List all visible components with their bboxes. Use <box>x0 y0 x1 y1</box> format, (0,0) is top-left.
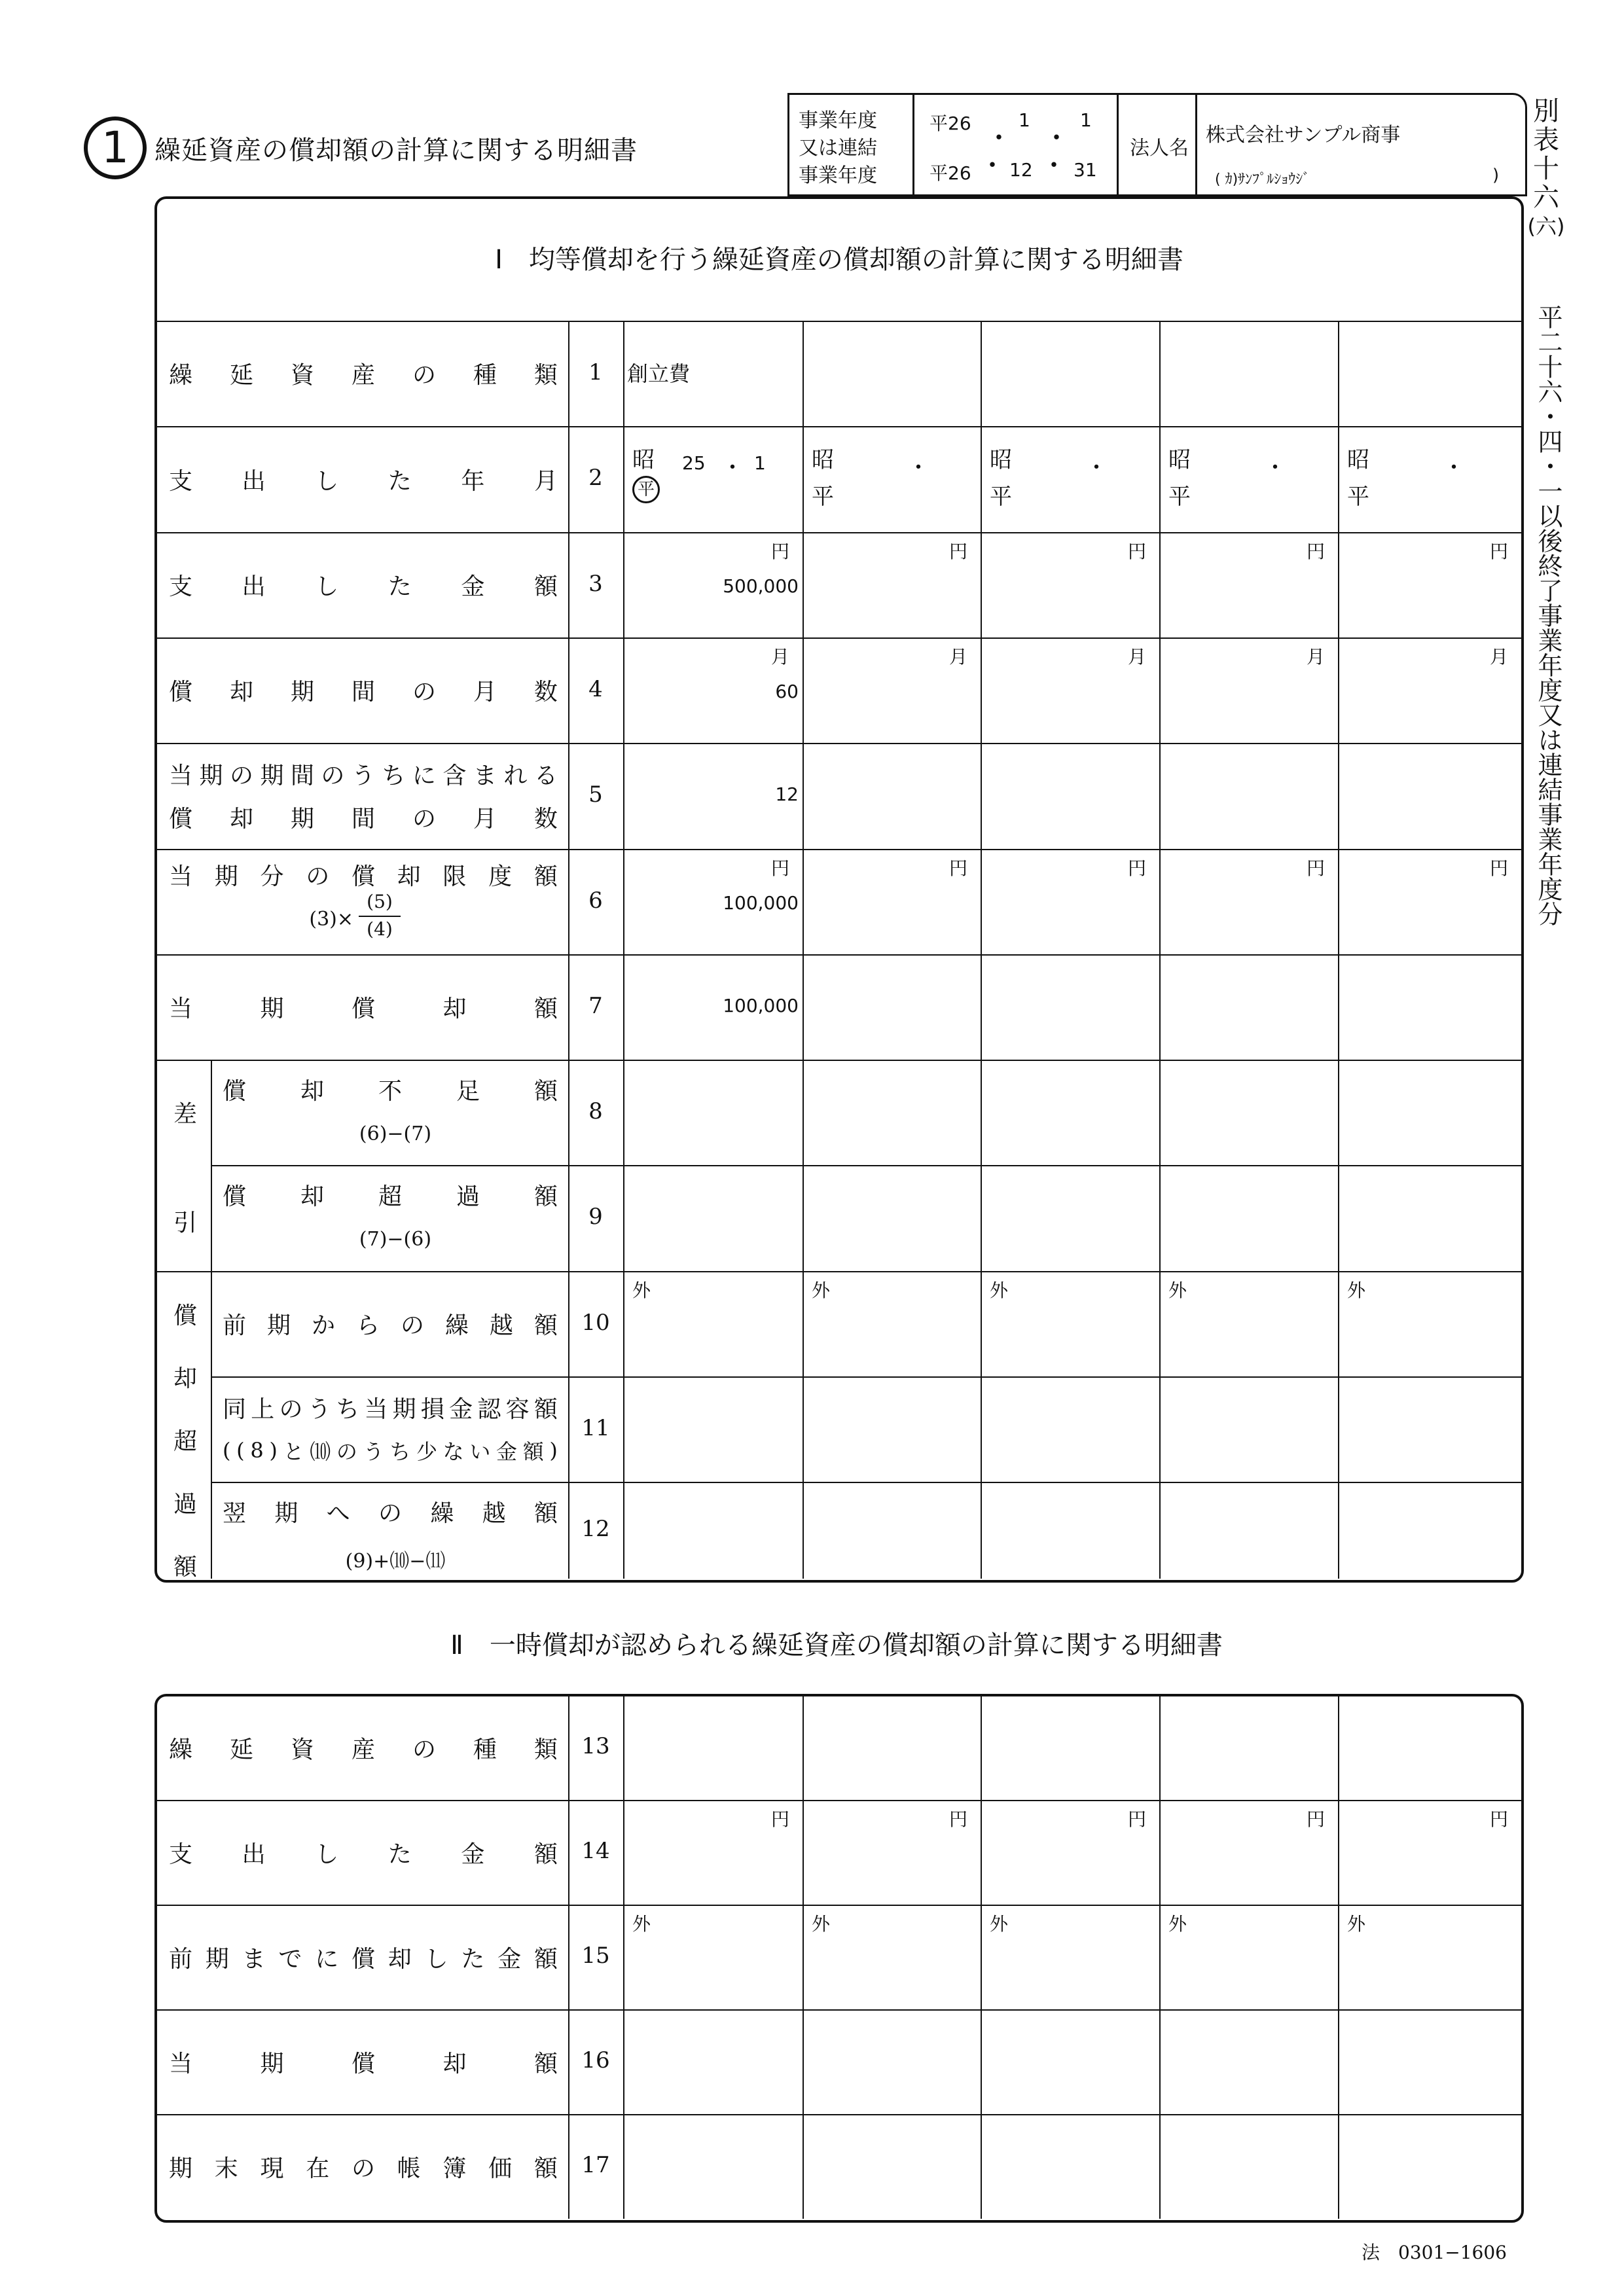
fiscal-start-era[interactable]: 平26 <box>929 113 971 134</box>
grid-line <box>568 321 569 1579</box>
input-cell[interactable] <box>982 2011 1158 2113</box>
input-cell[interactable] <box>1339 1378 1520 1480</box>
amortization-months[interactable]: 60 <box>775 681 799 702</box>
unit-label: 月 <box>771 646 790 668</box>
input-cell[interactable] <box>1339 322 1520 425</box>
row-number: 1 <box>588 359 603 386</box>
row-label-line2: 償 却 期 間 の 月 数 <box>169 805 558 833</box>
formula-numerator: (5) <box>367 891 393 912</box>
outside-marker: 外 <box>990 1280 1009 1301</box>
row-label: 当 期 償 却 額 <box>169 2050 558 2077</box>
deferred-asset-type[interactable]: 創立費 <box>627 361 691 386</box>
input-cell[interactable] <box>804 322 979 425</box>
input-cell[interactable] <box>804 956 979 1058</box>
input-cell[interactable] <box>804 1696 979 1799</box>
fiscal-end-era[interactable]: 平26 <box>929 162 971 184</box>
table-id-char: 六 <box>1533 183 1559 213</box>
unit-label: 円 <box>1128 1808 1147 1830</box>
input-cell[interactable] <box>804 2011 979 2113</box>
corp-name-kana-close: ) <box>1492 166 1500 185</box>
unit-label: 円 <box>949 857 968 879</box>
input-cell[interactable] <box>1161 744 1337 848</box>
form-number-circle: 1 <box>84 117 147 179</box>
input-cell[interactable] <box>1339 1166 1520 1270</box>
input-cell[interactable] <box>1161 956 1337 1058</box>
input-cell[interactable] <box>982 2115 1158 2217</box>
row-number: 8 <box>588 1098 603 1124</box>
input-cell[interactable] <box>1339 1061 1520 1164</box>
row-number: 4 <box>588 675 603 702</box>
input-cell[interactable] <box>1161 1166 1337 1270</box>
row-label: 償 却 期 間 の 月 数 <box>169 679 558 706</box>
input-cell[interactable] <box>1339 1272 1520 1375</box>
input-cell[interactable] <box>982 1061 1158 1164</box>
group-label-char: 額 <box>173 1554 197 1581</box>
fiscal-start-dot-1: ・ <box>986 123 1012 153</box>
input-cell[interactable] <box>1161 2115 1337 2217</box>
form-code: 法 0301−1606 <box>1362 2242 1507 2263</box>
input-cell[interactable] <box>624 2115 801 2217</box>
input-cell[interactable] <box>624 1696 801 1799</box>
outside-marker: 外 <box>1168 1280 1187 1301</box>
row-number: 3 <box>588 570 603 597</box>
input-cell[interactable] <box>982 956 1158 1058</box>
fiscal-start-dot-2: ・ <box>1043 123 1070 153</box>
row-label: 支 出 し た 金 額 <box>169 1840 558 1868</box>
row-label: 支 出 し た 年 月 <box>169 467 558 495</box>
unit-label: 円 <box>949 1808 968 1830</box>
depreciation-limit[interactable]: 100,000 <box>723 892 799 914</box>
input-cell[interactable] <box>1161 1696 1337 1799</box>
input-cell[interactable] <box>982 1166 1158 1270</box>
input-cell[interactable] <box>804 1166 979 1270</box>
unit-label: 円 <box>1307 857 1326 879</box>
input-cell[interactable] <box>804 1483 979 1577</box>
unit-label: 円 <box>771 857 790 879</box>
input-cell[interactable] <box>804 1061 979 1164</box>
table-id-char: 表 <box>1533 125 1559 155</box>
era-heisei: 平 <box>1168 484 1191 510</box>
row-label: 期 末 現 在 の 帳 簿 価 額 <box>169 2155 558 2182</box>
input-cell[interactable] <box>624 2011 801 2113</box>
input-cell[interactable] <box>624 1483 801 1577</box>
section1-title: Ⅰ 均等償却を行う繰延資産の償却額の計算に関する明細書 <box>495 245 1183 275</box>
group-label-char: 償 <box>173 1302 197 1329</box>
row-label-line1: 当 期 の 期 間 の う ち に 含 ま れ る <box>169 762 558 789</box>
section2-title: Ⅱ 一時償却が認められる繰延資産の償却額の計算に関する明細書 <box>450 1630 1223 1660</box>
unit-label: 月 <box>1128 646 1147 668</box>
row-label: 繰 延 資 産 の 種 類 <box>169 362 558 389</box>
row-label: 償 却 不 足 額 <box>223 1077 558 1105</box>
table-id-char: 別 <box>1533 96 1559 126</box>
era-heisei: 平 <box>812 484 834 510</box>
row-label: 繰 延 資 産 の 種 類 <box>169 1736 558 1763</box>
row-number: 5 <box>588 781 603 808</box>
row-number: 17 <box>581 2152 610 2178</box>
unit-label: 円 <box>1490 1808 1509 1830</box>
expense-year[interactable]: 25 <box>682 452 706 474</box>
row-number: 6 <box>588 887 603 914</box>
current-depreciation[interactable]: 100,000 <box>723 995 799 1016</box>
fiscal-year-label-1: 事業年度 <box>799 109 877 132</box>
input-cell[interactable] <box>804 744 979 848</box>
current-period-months[interactable]: 12 <box>775 783 799 805</box>
input-cell[interactable] <box>1339 2011 1520 2113</box>
expense-amount[interactable]: 500,000 <box>723 575 799 597</box>
era-heisei: 平 <box>1347 484 1369 510</box>
input-cell[interactable] <box>624 1378 801 1480</box>
fiscal-end-dot-1: ・ <box>979 151 1005 181</box>
row-formula: (7)−(6) <box>359 1228 432 1251</box>
input-cell[interactable] <box>1161 1378 1337 1480</box>
input-cell[interactable] <box>1161 2011 1337 2113</box>
row-formula: (6)−(7) <box>359 1122 432 1145</box>
input-cell[interactable] <box>982 744 1158 848</box>
input-cell[interactable] <box>982 1906 1158 2008</box>
grid-line <box>211 1060 212 1579</box>
fraction-bar <box>359 916 401 917</box>
unit-label: 円 <box>1307 1808 1326 1830</box>
form-title: 繰延資産の償却額の計算に関する明細書 <box>154 135 638 166</box>
group-label-char: 差 <box>173 1101 197 1128</box>
table-id-char: 十 <box>1533 154 1559 184</box>
input-cell[interactable] <box>624 1166 801 1270</box>
row-number: 13 <box>581 1733 610 1759</box>
fiscal-year-label-2: 又は連結 <box>799 137 877 160</box>
input-cell[interactable] <box>982 1696 1158 1799</box>
input-cell[interactable] <box>804 1272 979 1375</box>
input-cell[interactable] <box>624 1061 801 1164</box>
unit-label: 円 <box>1128 857 1147 879</box>
row-label: 前 期 か ら の 繰 越 額 <box>223 1312 558 1339</box>
date-separator: ・ <box>1085 455 1108 481</box>
corp-name-kana[interactable]: ( ｶ)ｻﾝﾌﾟﾙｼｮｳｼﾞ <box>1215 171 1310 188</box>
input-cell[interactable] <box>982 1378 1158 1480</box>
row-label: 償 却 超 過 額 <box>223 1183 558 1210</box>
row-number: 10 <box>581 1309 610 1336</box>
fiscal-end-day[interactable]: 31 <box>1074 159 1097 181</box>
outside-marker: 外 <box>1168 1913 1187 1935</box>
row-number: 12 <box>581 1516 610 1542</box>
fiscal-start-day[interactable]: 1 <box>1080 109 1092 131</box>
input-cell[interactable] <box>1339 1906 1520 2008</box>
row-label: 当 期 償 却 額 <box>169 996 558 1022</box>
date-separator: ・ <box>721 456 744 480</box>
input-cell[interactable] <box>1161 1272 1337 1375</box>
input-cell[interactable] <box>1161 1906 1337 2008</box>
corp-name-value[interactable]: 株式会社サンプル商事 <box>1206 124 1401 147</box>
formula-denominator: (4) <box>367 918 393 940</box>
unit-label: 円 <box>1490 541 1509 562</box>
input-cell[interactable] <box>1161 1483 1337 1577</box>
applicable-period-note: 平二十六・四・一以後終了事業年度又は連結事業年度分 <box>1534 304 1562 926</box>
input-cell[interactable] <box>624 1272 801 1375</box>
group-label-char: 過 <box>173 1491 197 1518</box>
formula-part: (3)× <box>309 908 353 931</box>
row-label: 前 期 ま で に 償 却 し た 金 額 <box>169 1945 558 1973</box>
row-label-line2: ( ( 8 ) と ⑽ の う ち 少 な い 金 額 ) <box>223 1438 558 1464</box>
outside-marker: 外 <box>1347 1913 1366 1935</box>
row-number: 14 <box>581 1838 610 1864</box>
unit-label: 月 <box>1490 646 1509 668</box>
unit-label: 月 <box>949 646 968 668</box>
group-label-char: 超 <box>173 1428 197 1455</box>
input-cell[interactable] <box>804 2115 979 2217</box>
row-formula: (9)+⑽−⑾ <box>345 1550 446 1573</box>
date-separator: ・ <box>1264 455 1286 481</box>
input-cell[interactable] <box>982 322 1158 425</box>
row-number: 2 <box>588 465 603 491</box>
row-label: 当 期 分 の 償 却 限 度 額 <box>169 863 558 890</box>
outside-marker: 外 <box>990 1913 1009 1935</box>
era-showa: 昭 <box>632 447 655 473</box>
unit-label: 月 <box>1307 646 1326 668</box>
corp-name-label: 法人名 <box>1130 137 1189 160</box>
era-showa: 昭 <box>1168 447 1191 473</box>
unit-label: 円 <box>949 541 968 562</box>
outside-marker: 外 <box>1347 1280 1366 1301</box>
row-number: 15 <box>581 1943 610 1969</box>
table-id-char: (六) <box>1527 214 1565 239</box>
unit-label: 円 <box>1307 541 1326 562</box>
era-showa: 昭 <box>812 447 834 473</box>
fiscal-start-month[interactable]: 1 <box>1019 109 1030 131</box>
form-table-id-vertical <box>1526 97 1566 241</box>
input-cell[interactable] <box>804 1378 979 1480</box>
input-cell[interactable] <box>982 1483 1158 1577</box>
input-cell[interactable] <box>804 1906 979 2008</box>
outside-marker: 外 <box>812 1913 831 1935</box>
input-cell[interactable] <box>1339 956 1520 1058</box>
outside-marker: 外 <box>812 1280 831 1301</box>
input-cell[interactable] <box>1161 322 1337 425</box>
unit-label: 円 <box>1128 541 1147 562</box>
row-label-line1: 同 上 の う ち 当 期 損 金 認 容 額 <box>223 1395 558 1423</box>
fiscal-year-label-3: 事業年度 <box>799 164 877 187</box>
unit-label: 円 <box>771 541 790 562</box>
row-number: 11 <box>581 1414 610 1441</box>
input-cell[interactable] <box>1161 1061 1337 1164</box>
row-number: 16 <box>581 2047 610 2073</box>
input-cell[interactable] <box>982 1272 1158 1375</box>
group-label-char: 却 <box>173 1365 197 1392</box>
outside-marker: 外 <box>632 1280 651 1301</box>
fiscal-end-month[interactable]: 12 <box>1009 159 1033 181</box>
input-cell[interactable] <box>1339 1696 1520 1799</box>
era-heisei-circled: 平 <box>632 476 660 503</box>
unit-label: 円 <box>1490 857 1509 879</box>
unit-label: 円 <box>771 1808 790 1830</box>
row-number: 7 <box>588 992 603 1019</box>
row-label: 翌 期 へ の 繰 越 額 <box>223 1499 558 1527</box>
expense-month[interactable]: 1 <box>754 452 766 474</box>
era-showa: 昭 <box>1347 447 1369 473</box>
date-separator: ・ <box>1443 455 1465 481</box>
group-label-char: 引 <box>173 1210 197 1236</box>
row-label: 支 出 し た 金 額 <box>169 573 558 600</box>
row-number: 9 <box>588 1204 603 1230</box>
header-info-box <box>787 93 1527 196</box>
outside-marker: 外 <box>632 1913 651 1935</box>
fiscal-end-dot-2: ・ <box>1041 151 1067 181</box>
date-separator: ・ <box>907 455 929 481</box>
input-cell[interactable] <box>1339 1483 1520 1577</box>
input-cell[interactable] <box>1339 744 1520 848</box>
era-heisei: 平 <box>990 484 1012 510</box>
input-cell[interactable] <box>624 1906 801 2008</box>
input-cell[interactable] <box>1339 2115 1520 2217</box>
era-showa: 昭 <box>990 447 1012 473</box>
